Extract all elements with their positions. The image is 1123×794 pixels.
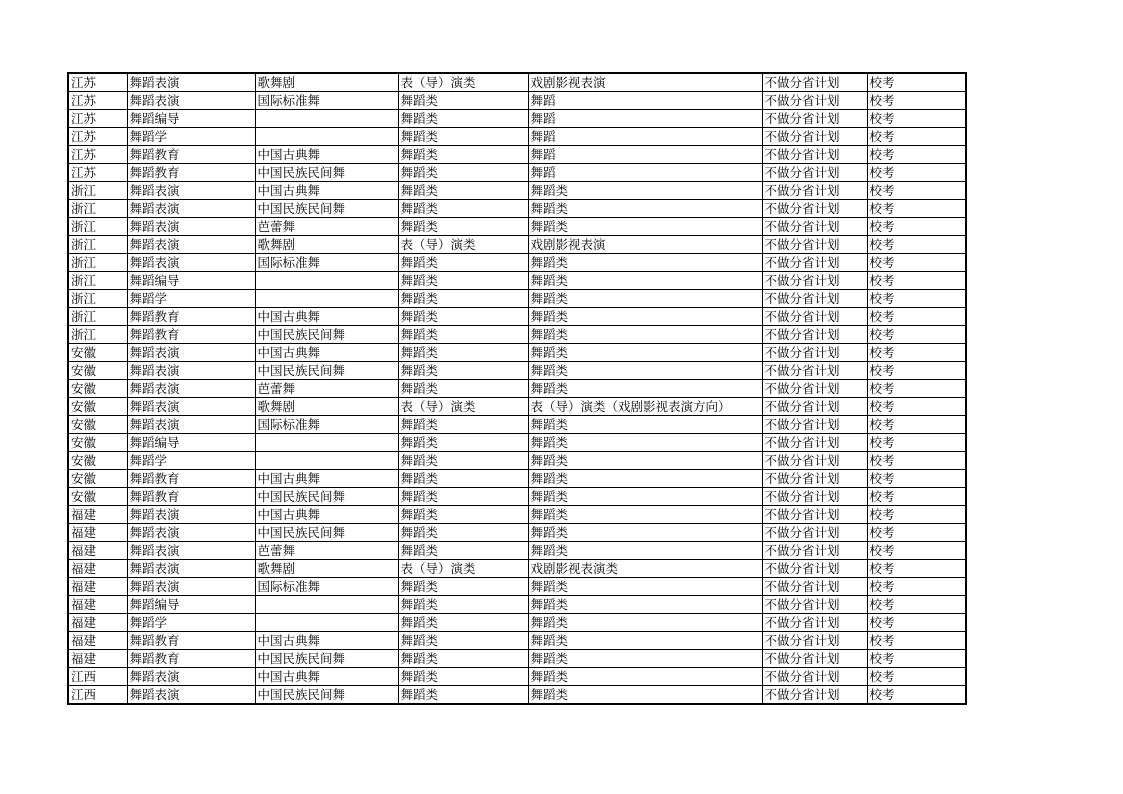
exam-type-cell: 校考	[867, 362, 966, 380]
province-cell: 安徽	[68, 452, 127, 470]
provincial-category-cell: 舞蹈类	[528, 416, 762, 434]
major-cell: 舞蹈学	[127, 452, 255, 470]
major-cell: 舞蹈表演	[127, 668, 255, 686]
provincial-category-cell: 戏剧影视表演类	[528, 560, 762, 578]
table-row	[68, 236, 966, 254]
direction-cell: 中国民族民间舞	[255, 326, 398, 344]
exam-category-cell: 舞蹈类	[398, 524, 528, 542]
direction-cell: 芭蕾舞	[255, 542, 398, 560]
table-row	[68, 344, 966, 362]
table-row	[68, 326, 966, 344]
provincial-category-cell: 舞蹈类	[528, 434, 762, 452]
province-cell: 安徽	[68, 416, 127, 434]
table-row	[68, 218, 966, 236]
major-cell: 舞蹈表演	[127, 542, 255, 560]
direction-cell: 中国古典舞	[255, 344, 398, 362]
table-row	[68, 398, 966, 416]
plan-cell: 不做分省计划	[762, 434, 867, 452]
provincial-category-cell: 舞蹈类	[528, 650, 762, 668]
province-cell: 浙江	[68, 272, 127, 290]
major-cell: 舞蹈教育	[127, 326, 255, 344]
exam-type-cell: 校考	[867, 308, 966, 326]
plan-cell: 不做分省计划	[762, 254, 867, 272]
plan-cell: 不做分省计划	[762, 272, 867, 290]
province-cell: 江苏	[68, 146, 127, 164]
direction-cell: 歌舞剧	[255, 73, 398, 92]
exam-category-cell: 舞蹈类	[398, 110, 528, 128]
major-cell: 舞蹈表演	[127, 92, 255, 110]
exam-type-cell: 校考	[867, 146, 966, 164]
direction-cell: 中国民族民间舞	[255, 362, 398, 380]
direction-cell: 中国古典舞	[255, 668, 398, 686]
table-row	[68, 434, 966, 452]
exam-type-cell: 校考	[867, 200, 966, 218]
provincial-category-cell: 舞蹈类	[528, 308, 762, 326]
direction-cell: 中国古典舞	[255, 308, 398, 326]
province-cell: 江苏	[68, 164, 127, 182]
plan-cell: 不做分省计划	[762, 668, 867, 686]
table-row	[68, 110, 966, 128]
table-row	[68, 182, 966, 200]
province-cell: 浙江	[68, 218, 127, 236]
table-row	[68, 578, 966, 596]
direction-cell	[255, 452, 398, 470]
major-cell: 舞蹈教育	[127, 164, 255, 182]
direction-cell: 芭蕾舞	[255, 380, 398, 398]
exam-category-cell: 舞蹈类	[398, 218, 528, 236]
plan-cell: 不做分省计划	[762, 146, 867, 164]
province-cell: 福建	[68, 542, 127, 560]
major-cell: 舞蹈表演	[127, 560, 255, 578]
exam-category-cell: 舞蹈类	[398, 128, 528, 146]
major-cell: 舞蹈表演	[127, 362, 255, 380]
plan-cell: 不做分省计划	[762, 164, 867, 182]
direction-cell: 歌舞剧	[255, 560, 398, 578]
plan-cell: 不做分省计划	[762, 128, 867, 146]
province-cell: 浙江	[68, 254, 127, 272]
major-cell: 舞蹈教育	[127, 650, 255, 668]
provincial-category-cell: 舞蹈类	[528, 380, 762, 398]
exam-type-cell: 校考	[867, 506, 966, 524]
exam-category-cell: 舞蹈类	[398, 344, 528, 362]
exam-type-cell: 校考	[867, 164, 966, 182]
table-row	[68, 272, 966, 290]
table-row	[68, 614, 966, 632]
direction-cell: 中国古典舞	[255, 470, 398, 488]
plan-cell: 不做分省计划	[762, 470, 867, 488]
provincial-category-cell: 舞蹈类	[528, 344, 762, 362]
exam-category-cell: 舞蹈类	[398, 578, 528, 596]
plan-cell: 不做分省计划	[762, 380, 867, 398]
direction-cell: 国际标准舞	[255, 92, 398, 110]
plan-cell: 不做分省计划	[762, 92, 867, 110]
plan-cell: 不做分省计划	[762, 398, 867, 416]
exam-type-cell: 校考	[867, 488, 966, 506]
provincial-category-cell: 舞蹈类	[528, 632, 762, 650]
exam-type-cell: 校考	[867, 290, 966, 308]
major-cell: 舞蹈表演	[127, 73, 255, 92]
direction-cell: 中国古典舞	[255, 146, 398, 164]
exam-category-cell: 舞蹈类	[398, 164, 528, 182]
exam-category-cell: 舞蹈类	[398, 362, 528, 380]
table-row	[68, 506, 966, 524]
province-cell: 浙江	[68, 290, 127, 308]
provincial-category-cell: 舞蹈类	[528, 470, 762, 488]
exam-category-cell: 舞蹈类	[398, 632, 528, 650]
direction-cell	[255, 596, 398, 614]
exam-type-cell: 校考	[867, 73, 966, 92]
major-cell: 舞蹈表演	[127, 218, 255, 236]
exam-type-cell: 校考	[867, 470, 966, 488]
exam-type-cell: 校考	[867, 182, 966, 200]
major-cell: 舞蹈编导	[127, 434, 255, 452]
plan-cell: 不做分省计划	[762, 200, 867, 218]
plan-cell: 不做分省计划	[762, 182, 867, 200]
table-row	[68, 128, 966, 146]
provincial-category-cell: 舞蹈	[528, 146, 762, 164]
direction-cell: 中国民族民间舞	[255, 650, 398, 668]
exam-category-cell: 舞蹈类	[398, 200, 528, 218]
exam-type-cell: 校考	[867, 398, 966, 416]
plan-cell: 不做分省计划	[762, 632, 867, 650]
exam-category-cell: 舞蹈类	[398, 452, 528, 470]
exam-category-cell: 舞蹈类	[398, 326, 528, 344]
major-cell: 舞蹈表演	[127, 524, 255, 542]
exam-type-cell: 校考	[867, 236, 966, 254]
major-cell: 舞蹈教育	[127, 470, 255, 488]
province-cell: 江苏	[68, 73, 127, 92]
exam-type-cell: 校考	[867, 380, 966, 398]
direction-cell: 中国古典舞	[255, 632, 398, 650]
table-row	[68, 686, 966, 705]
province-cell: 福建	[68, 632, 127, 650]
major-cell: 舞蹈表演	[127, 344, 255, 362]
plan-cell: 不做分省计划	[762, 236, 867, 254]
exam-type-cell: 校考	[867, 650, 966, 668]
provincial-category-cell: 舞蹈类	[528, 272, 762, 290]
province-cell: 安徽	[68, 344, 127, 362]
provincial-category-cell: 舞蹈类	[528, 254, 762, 272]
table-row	[68, 254, 966, 272]
exam-category-cell: 舞蹈类	[398, 254, 528, 272]
direction-cell: 中国民族民间舞	[255, 164, 398, 182]
exam-category-cell: 舞蹈类	[398, 668, 528, 686]
table-body	[68, 73, 966, 704]
exam-type-cell: 校考	[867, 434, 966, 452]
plan-cell: 不做分省计划	[762, 488, 867, 506]
plan-cell: 不做分省计划	[762, 650, 867, 668]
province-cell: 浙江	[68, 182, 127, 200]
province-cell: 安徽	[68, 362, 127, 380]
exam-category-cell: 舞蹈类	[398, 596, 528, 614]
exam-category-cell: 舞蹈类	[398, 92, 528, 110]
direction-cell	[255, 110, 398, 128]
provincial-category-cell: 舞蹈类	[528, 182, 762, 200]
provincial-category-cell: 舞蹈	[528, 164, 762, 182]
provincial-category-cell: 舞蹈类	[528, 452, 762, 470]
exam-category-cell: 舞蹈类	[398, 470, 528, 488]
plan-cell: 不做分省计划	[762, 110, 867, 128]
exam-type-cell: 校考	[867, 614, 966, 632]
plan-cell: 不做分省计划	[762, 344, 867, 362]
province-cell: 安徽	[68, 434, 127, 452]
province-cell: 福建	[68, 578, 127, 596]
plan-cell: 不做分省计划	[762, 542, 867, 560]
exam-category-cell: 表（导）演类	[398, 560, 528, 578]
direction-cell: 国际标准舞	[255, 578, 398, 596]
plan-cell: 不做分省计划	[762, 218, 867, 236]
provincial-category-cell: 舞蹈类	[528, 542, 762, 560]
plan-cell: 不做分省计划	[762, 686, 867, 705]
province-cell: 江西	[68, 686, 127, 705]
provincial-category-cell: 舞蹈类	[528, 218, 762, 236]
table-row	[68, 416, 966, 434]
provincial-category-cell: 舞蹈类	[528, 362, 762, 380]
exam-category-cell: 舞蹈类	[398, 650, 528, 668]
direction-cell: 国际标准舞	[255, 254, 398, 272]
direction-cell	[255, 272, 398, 290]
enrollment-table	[67, 72, 967, 705]
plan-cell: 不做分省计划	[762, 416, 867, 434]
exam-type-cell: 校考	[867, 686, 966, 705]
direction-cell: 歌舞剧	[255, 398, 398, 416]
major-cell: 舞蹈表演	[127, 200, 255, 218]
provincial-category-cell: 舞蹈类	[528, 326, 762, 344]
province-cell: 浙江	[68, 200, 127, 218]
plan-cell: 不做分省计划	[762, 290, 867, 308]
provincial-category-cell: 舞蹈类	[528, 614, 762, 632]
major-cell: 舞蹈表演	[127, 380, 255, 398]
exam-type-cell: 校考	[867, 416, 966, 434]
major-cell: 舞蹈编导	[127, 110, 255, 128]
exam-type-cell: 校考	[867, 578, 966, 596]
major-cell: 舞蹈表演	[127, 416, 255, 434]
exam-category-cell: 表（导）演类	[398, 73, 528, 92]
provincial-category-cell: 舞蹈类	[528, 290, 762, 308]
major-cell: 舞蹈教育	[127, 632, 255, 650]
table-row	[68, 542, 966, 560]
province-cell: 江西	[68, 668, 127, 686]
table-row	[68, 470, 966, 488]
major-cell: 舞蹈编导	[127, 272, 255, 290]
table-row	[68, 650, 966, 668]
exam-category-cell: 舞蹈类	[398, 380, 528, 398]
table-row	[68, 632, 966, 650]
exam-type-cell: 校考	[867, 110, 966, 128]
provincial-category-cell: 戏剧影视表演	[528, 73, 762, 92]
major-cell: 舞蹈表演	[127, 578, 255, 596]
province-cell: 浙江	[68, 326, 127, 344]
province-cell: 安徽	[68, 470, 127, 488]
exam-category-cell: 舞蹈类	[398, 506, 528, 524]
direction-cell	[255, 434, 398, 452]
table-row	[68, 560, 966, 578]
exam-category-cell: 舞蹈类	[398, 182, 528, 200]
plan-cell: 不做分省计划	[762, 326, 867, 344]
province-cell: 福建	[68, 614, 127, 632]
exam-category-cell: 舞蹈类	[398, 434, 528, 452]
provincial-category-cell: 舞蹈	[528, 92, 762, 110]
exam-type-cell: 校考	[867, 560, 966, 578]
table-row	[68, 488, 966, 506]
table-row	[68, 362, 966, 380]
major-cell: 舞蹈表演	[127, 398, 255, 416]
province-cell: 福建	[68, 506, 127, 524]
provincial-category-cell: 舞蹈类	[528, 524, 762, 542]
exam-type-cell: 校考	[867, 524, 966, 542]
exam-type-cell: 校考	[867, 218, 966, 236]
provincial-category-cell: 舞蹈	[528, 110, 762, 128]
provincial-category-cell: 舞蹈	[528, 128, 762, 146]
plan-cell: 不做分省计划	[762, 560, 867, 578]
table-row	[68, 200, 966, 218]
provincial-category-cell: 舞蹈类	[528, 596, 762, 614]
major-cell: 舞蹈教育	[127, 308, 255, 326]
table-row	[68, 73, 966, 92]
major-cell: 舞蹈学	[127, 614, 255, 632]
province-cell: 福建	[68, 560, 127, 578]
direction-cell: 中国民族民间舞	[255, 488, 398, 506]
table-row	[68, 146, 966, 164]
provincial-category-cell: 戏剧影视表演	[528, 236, 762, 254]
exam-category-cell: 舞蹈类	[398, 614, 528, 632]
provincial-category-cell: 舞蹈类	[528, 668, 762, 686]
table-row	[68, 668, 966, 686]
major-cell: 舞蹈教育	[127, 488, 255, 506]
province-cell: 浙江	[68, 236, 127, 254]
province-cell: 江苏	[68, 128, 127, 146]
direction-cell: 中国民族民间舞	[255, 200, 398, 218]
plan-cell: 不做分省计划	[762, 73, 867, 92]
province-cell: 安徽	[68, 380, 127, 398]
province-cell: 江苏	[68, 92, 127, 110]
table-row	[68, 596, 966, 614]
exam-category-cell: 舞蹈类	[398, 416, 528, 434]
exam-type-cell: 校考	[867, 326, 966, 344]
plan-cell: 不做分省计划	[762, 308, 867, 326]
table-row	[68, 380, 966, 398]
province-cell: 江苏	[68, 110, 127, 128]
direction-cell: 中国古典舞	[255, 506, 398, 524]
direction-cell	[255, 614, 398, 632]
table-row	[68, 92, 966, 110]
direction-cell: 芭蕾舞	[255, 218, 398, 236]
provincial-category-cell: 舞蹈类	[528, 578, 762, 596]
exam-type-cell: 校考	[867, 344, 966, 362]
plan-cell: 不做分省计划	[762, 596, 867, 614]
major-cell: 舞蹈学	[127, 128, 255, 146]
major-cell: 舞蹈表演	[127, 182, 255, 200]
major-cell: 舞蹈表演	[127, 236, 255, 254]
plan-cell: 不做分省计划	[762, 578, 867, 596]
table-row	[68, 308, 966, 326]
provincial-category-cell: 舞蹈类	[528, 686, 762, 705]
major-cell: 舞蹈表演	[127, 506, 255, 524]
exam-category-cell: 舞蹈类	[398, 308, 528, 326]
major-cell: 舞蹈教育	[127, 146, 255, 164]
province-cell: 安徽	[68, 398, 127, 416]
plan-cell: 不做分省计划	[762, 506, 867, 524]
province-cell: 福建	[68, 596, 127, 614]
exam-type-cell: 校考	[867, 596, 966, 614]
major-cell: 舞蹈学	[127, 290, 255, 308]
table-row	[68, 290, 966, 308]
table-row	[68, 452, 966, 470]
direction-cell	[255, 128, 398, 146]
provincial-category-cell: 舞蹈类	[528, 200, 762, 218]
direction-cell: 中国古典舞	[255, 182, 398, 200]
exam-type-cell: 校考	[867, 542, 966, 560]
plan-cell: 不做分省计划	[762, 452, 867, 470]
exam-type-cell: 校考	[867, 272, 966, 290]
exam-type-cell: 校考	[867, 92, 966, 110]
direction-cell: 歌舞剧	[255, 236, 398, 254]
plan-cell: 不做分省计划	[762, 614, 867, 632]
exam-type-cell: 校考	[867, 668, 966, 686]
province-cell: 浙江	[68, 308, 127, 326]
direction-cell: 国际标准舞	[255, 416, 398, 434]
major-cell: 舞蹈编导	[127, 596, 255, 614]
province-cell: 福建	[68, 650, 127, 668]
direction-cell: 中国民族民间舞	[255, 524, 398, 542]
major-cell: 舞蹈表演	[127, 254, 255, 272]
exam-category-cell: 舞蹈类	[398, 272, 528, 290]
direction-cell: 中国民族民间舞	[255, 686, 398, 705]
direction-cell	[255, 290, 398, 308]
exam-category-cell: 舞蹈类	[398, 290, 528, 308]
exam-type-cell: 校考	[867, 128, 966, 146]
exam-type-cell: 校考	[867, 254, 966, 272]
exam-category-cell: 舞蹈类	[398, 542, 528, 560]
province-cell: 福建	[68, 524, 127, 542]
table-row	[68, 164, 966, 182]
major-cell: 舞蹈表演	[127, 686, 255, 705]
provincial-category-cell: 表（导）演类（戏剧影视表演方向）	[528, 398, 762, 416]
province-cell: 安徽	[68, 488, 127, 506]
plan-cell: 不做分省计划	[762, 524, 867, 542]
exam-category-cell: 舞蹈类	[398, 488, 528, 506]
plan-cell: 不做分省计划	[762, 362, 867, 380]
exam-category-cell: 舞蹈类	[398, 686, 528, 705]
provincial-category-cell: 舞蹈类	[528, 506, 762, 524]
exam-category-cell: 表（导）演类	[398, 236, 528, 254]
exam-category-cell: 舞蹈类	[398, 146, 528, 164]
provincial-category-cell: 舞蹈类	[528, 488, 762, 506]
exam-type-cell: 校考	[867, 452, 966, 470]
table-row	[68, 524, 966, 542]
exam-category-cell: 表（导）演类	[398, 398, 528, 416]
exam-type-cell: 校考	[867, 632, 966, 650]
